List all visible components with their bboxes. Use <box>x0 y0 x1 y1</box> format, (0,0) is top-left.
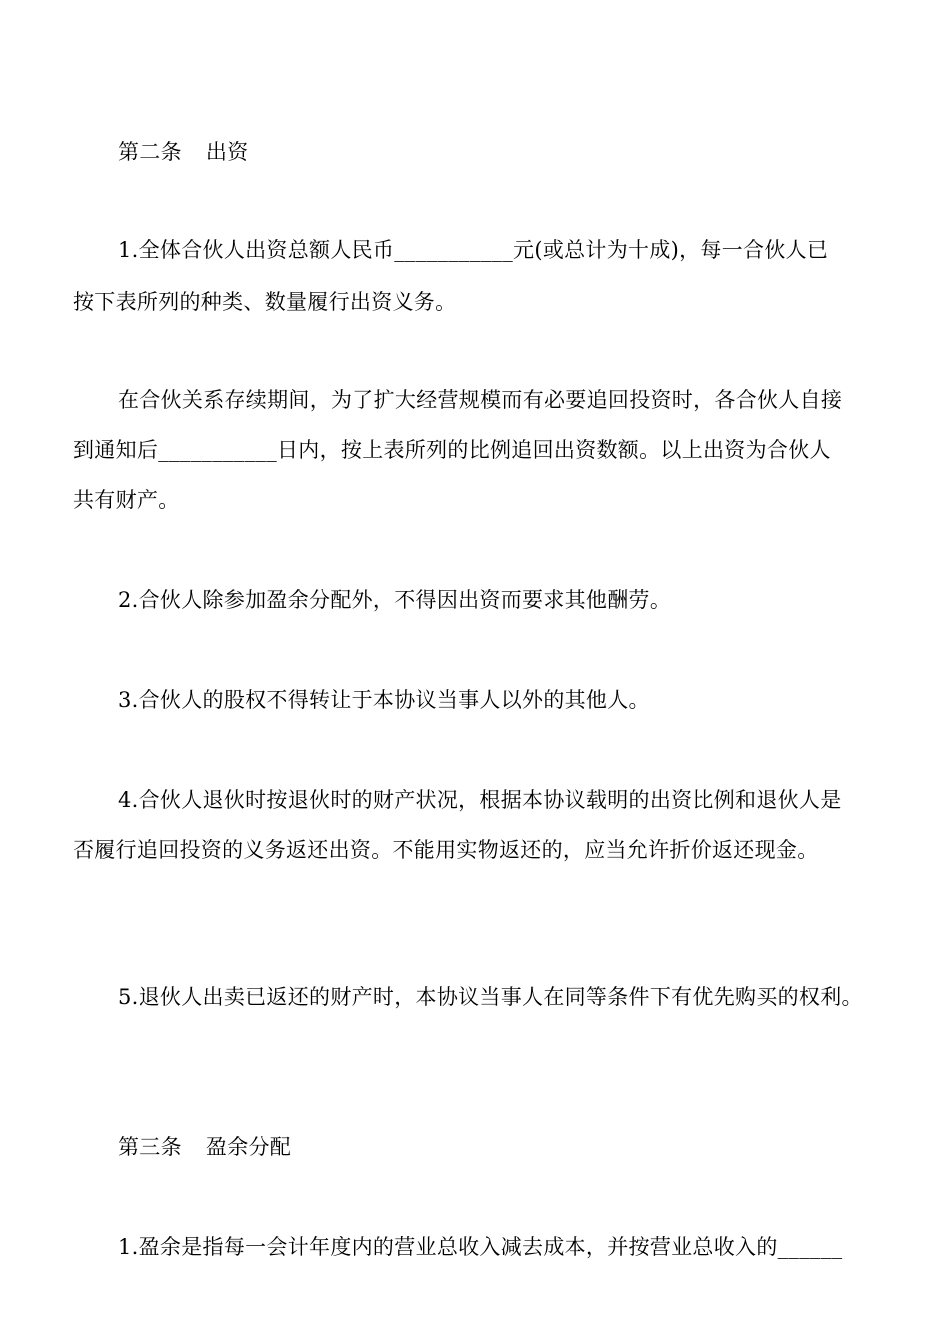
paragraph-line: 在合伙关系存续期间，为了扩大经营规模而有必要追回投资时，各合伙人自接 <box>118 388 843 412</box>
article-2-title: 出资 <box>205 140 249 164</box>
article-3-title: 盈余分配 <box>205 1135 292 1159</box>
paragraph-line: 1.盈余是指每一会计年度内的营业总收入减去成本，并按营业总收入的______ <box>118 1235 843 1259</box>
paragraph-line: 否履行追回投资的义务返还出资。不能用实物返还的，应当允许折价返还现金。 <box>73 838 819 862</box>
paragraph-line: 到通知后___________日内，按上表所列的比例追回出资数额。以上出资为合伙人 <box>73 438 831 462</box>
paragraph-line: 5.退伙人出卖已返还的财产时，本协议当事人在同等条件下有优先购买的权利。 <box>118 985 863 1009</box>
paragraph-line: 3.合伙人的股权不得转让于本协议当事人以外的其他人。 <box>118 688 650 712</box>
article-2-number: 第二条 <box>118 140 182 164</box>
paragraph-line: 1.全体合伙人出资总额人民币___________元(或总计为十成)，每一合伙人已 <box>118 238 829 262</box>
paragraph-line: 共有财产。 <box>73 488 180 512</box>
article-3-number: 第三条 <box>118 1135 182 1159</box>
article-2-heading <box>118 140 249 164</box>
paragraph-line: 按下表所列的种类、数量履行出资义务。 <box>73 290 457 314</box>
article-3-heading <box>118 1135 291 1159</box>
paragraph-line: 4.合伙人退伙时按退伙时的财产状况，根据本协议载明的出资比例和退伙人是 <box>118 788 842 812</box>
paragraph-line: 2.合伙人除参加盈余分配外，不得因出资而要求其他酬劳。 <box>118 588 672 612</box>
